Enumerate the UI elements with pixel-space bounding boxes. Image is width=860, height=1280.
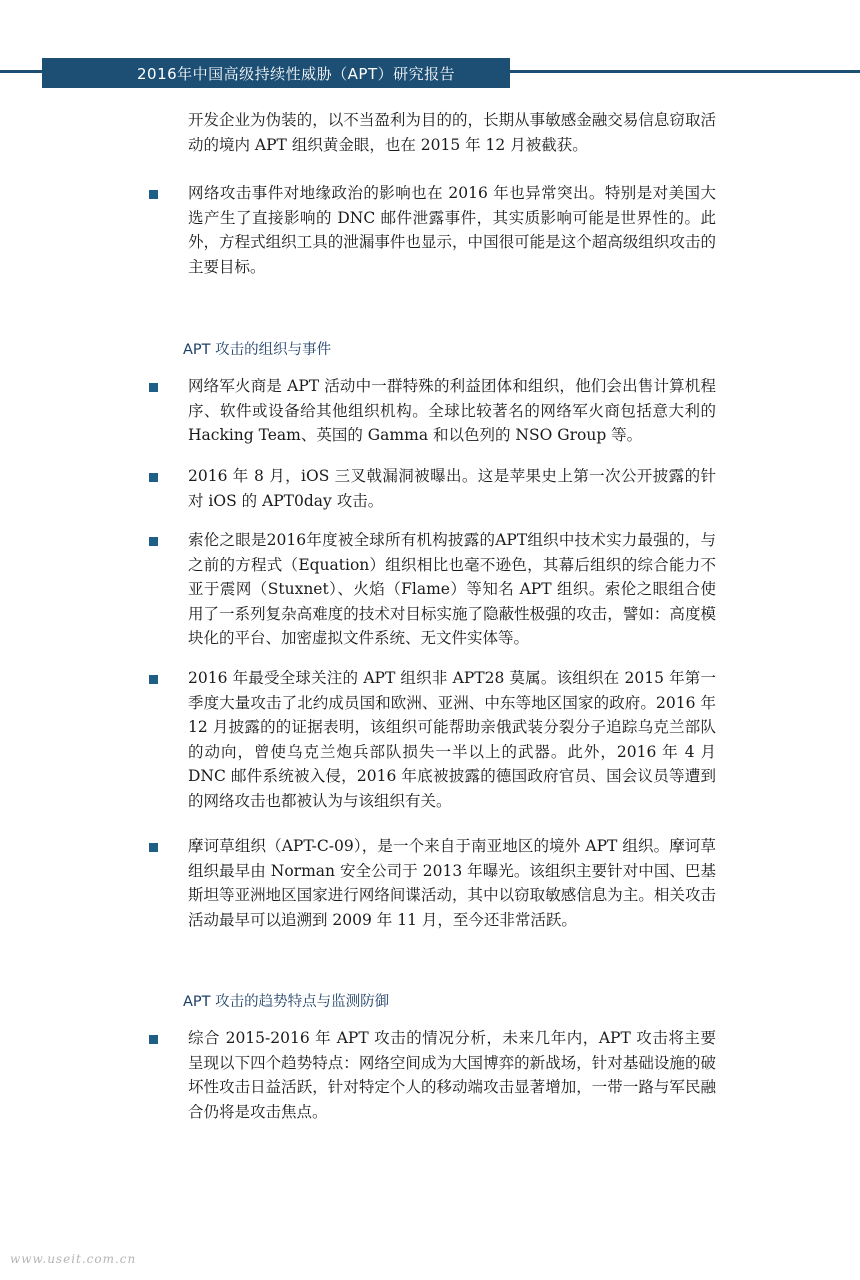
- bullet-square-icon: [149, 1035, 158, 1044]
- list-item: 2016 年 8 月，iOS 三叉戟漏洞被曝出。这是苹果史上第一次公开披露的针对 iOS 的 APT0day 攻击。: [188, 467, 716, 510]
- bullet-square-icon: [149, 843, 158, 852]
- list-item: 摩诃草组织（APT-C-09），是一个来自于南亚地区的境外 APT 组织。摩诃草组织最早由 Norman 安全公司于 2013 年曝光。该组织主要针对中国、巴基斯坦等亚洲地区国家进行网络间谍活动，其中以窃取敏感信息为主。相关攻击活动最早可以追溯到 2009 年 11 月，至今还非常活跃。: [188, 837, 716, 929]
- bullet-square-icon: [149, 383, 158, 392]
- list-item: 综合 2015-2016 年 APT 攻击的情况分析，未来几年内，APT 攻击将主要呈现以下四个趋势特点：网络空间成为大国博弈的新战场，针对基础设施的破坏性攻击日益活跃，针对特定个人的移动端攻击显著增加，一带一路与军民融合仍将是攻击焦点。: [188, 1029, 716, 1121]
- continued-paragraph: 开发企业为伪装的，以不当盈利为目的的，长期从事敏感金融交易信息窃取活动的境内 APT 组织黄金眼，也在 2015 年 12 月被截获。: [188, 111, 716, 154]
- bullet-square-icon: [149, 190, 158, 199]
- section-heading-trends: APT 攻击的趋势特点与监测防御: [183, 994, 390, 1010]
- bullet-paragraph: 网络攻击事件对地缘政治的影响也在 2016 年也异常突出。特别是对美国大选产生了直接影响的 DNC 邮件泄露事件，其实质影响可能是世界性的。此外，方程式组织工具的泄漏事件也显示，中国很可能是这个超高级组织攻击的主要目标。: [188, 184, 716, 276]
- list-item: 网络军火商是 APT 活动中一群特殊的利益团体和组织，他们会出售计算机程序、软件或设备给其他组织机构。全球比较著名的网络军火商包括意大利的 Hacking Team、英国的 Gamma 和以色列的 NSO Group 等。: [188, 377, 716, 444]
- header-title: 2016年中国高级持续性威胁（APT）研究报告: [42, 58, 510, 88]
- section-heading-organizations: APT 攻击的组织与事件: [183, 342, 332, 358]
- bullet-square-icon: [149, 675, 158, 684]
- list-item: 索伦之眼是2016年度被全球所有机构披露的APT组织中技术实力最强的，与之前的方程式（Equation）组织相比也毫不逊色，其幕后组织的综合能力不亚于震网（Stuxnet）、火焰（Flame）等知名 APT 组织。索伦之眼组合使用了一系列复杂高难度的技术对目标实施了隐蔽性极强的攻击，譬如：高度模块化的平台、加密虚拟文件系统、无文件实体等。: [188, 531, 716, 647]
- watermark: www.useit.com.cn: [10, 1252, 137, 1266]
- bullet-square-icon: [149, 537, 158, 546]
- bullet-square-icon: [149, 473, 158, 482]
- page-header: [0, 0, 860, 90]
- list-item: 2016 年最受全球关注的 APT 组织非 APT28 莫属。该组织在 2015 年第一季度大量攻击了北约成员国和欧洲、亚洲、中东等地区国家的政府。2016 年 12 月披露的的证据表明，该组织可能帮助亲俄武装分裂分子追踪乌克兰部队的动向，曾使乌克兰炮兵部队损失一半以上的武器。此外，2016 年 4 月 DNC 邮件系统被入侵，2016 年底被披露的德国政府官员、国会议员等遭到的网络攻击也都被认为与该组织有关。: [188, 669, 716, 810]
